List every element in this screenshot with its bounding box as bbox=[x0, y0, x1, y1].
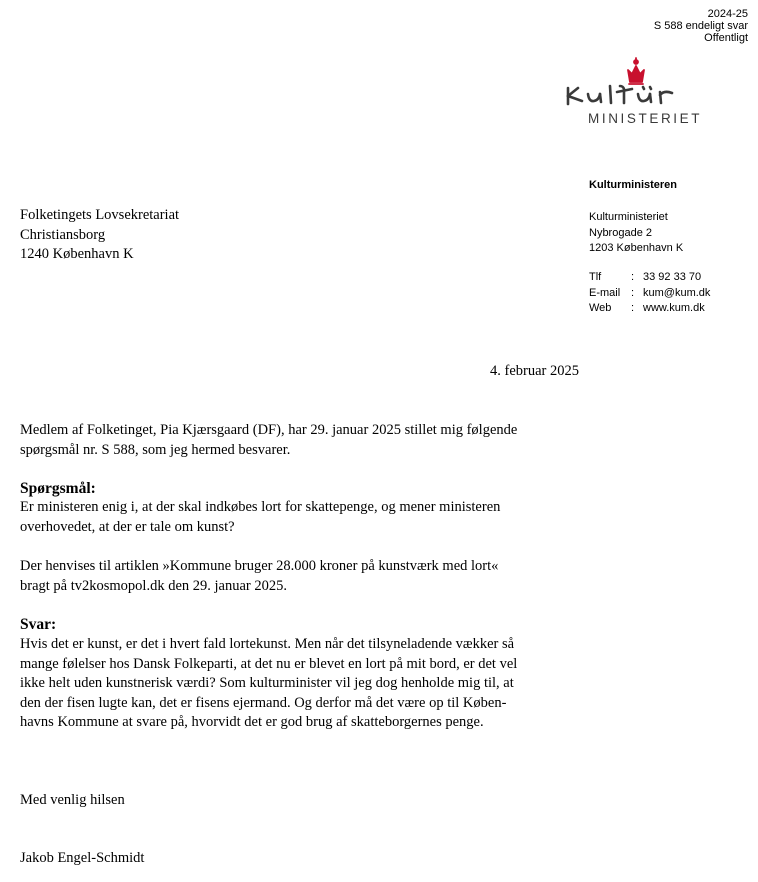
contact-value: kum@kum.dk bbox=[643, 286, 711, 299]
recipient-line: Folketingets Lovsekretariat bbox=[20, 207, 180, 223]
classification-label: Offentligt bbox=[704, 32, 748, 44]
text-line: havns Kommune at svare på, hvorvidt det er god brug af skatteborgernes penge. bbox=[20, 714, 484, 730]
logo-subtitle: MINISTERIET bbox=[588, 111, 703, 126]
contact-table bbox=[589, 270, 710, 317]
contact-label: Tlf bbox=[589, 271, 602, 283]
recipient-address bbox=[20, 206, 179, 265]
sender-address-line: Nybrogade 2 bbox=[589, 226, 652, 239]
contact-row-phone bbox=[589, 270, 710, 286]
contact-label: E-mail bbox=[589, 286, 621, 299]
question-paragraph bbox=[20, 498, 585, 537]
crown-icon bbox=[628, 58, 644, 84]
text-line: Hvis det er kunst, er det i hvert fald lortekunst. Men når det tilsyneladende vækker så bbox=[20, 636, 515, 652]
text-line: Der henvises til artiklen »Kommune bruger 28.000 kroner på kunstværk med lort« bbox=[20, 558, 499, 574]
text-line: overhovedet, at der er tale om kunst? bbox=[20, 518, 235, 535]
text-line: spørgsmål nr. S 588, som jeg hermed besvarer. bbox=[20, 441, 291, 458]
contact-separator: : bbox=[631, 302, 635, 314]
answer-paragraph bbox=[20, 635, 585, 733]
text-line: mange følelser hos Dansk Folkeparti, at det nu er blevet en lort på mit bord, er det vel bbox=[20, 655, 518, 672]
sender-address-line: Kulturministeriet bbox=[589, 211, 668, 223]
letter-date: 4. februar 2025 bbox=[490, 363, 579, 379]
sender-address-line: 1203 København K bbox=[589, 242, 684, 254]
sender-title: Kulturministeren bbox=[589, 179, 678, 191]
document-meta bbox=[654, 8, 748, 44]
text-line: den der fisen lugte kan, det er fisens ejermand. Og derfor må det være op til Køben- bbox=[20, 694, 507, 711]
signature-name: Jakob Engel-Schmidt bbox=[20, 850, 145, 866]
closing-salutation: Med venlig hilsen bbox=[20, 792, 125, 808]
intro-paragraph bbox=[20, 421, 585, 460]
recipient-line: Christiansborg bbox=[20, 226, 106, 243]
recipient-line: 1240 København K bbox=[20, 246, 134, 262]
contact-value: 33 92 33 70 bbox=[643, 271, 702, 283]
contact-row-email bbox=[589, 286, 710, 302]
answer-heading: Svar: bbox=[20, 616, 57, 633]
contact-row-web bbox=[589, 301, 710, 317]
text-line: Medlem af Folketinget, Pia Kjærsgaard (DF), har 29. januar 2025 stillet mig følgende bbox=[20, 422, 518, 438]
text-line: bragt på tv2kosmopol.dk den 29. januar 2025. bbox=[20, 577, 287, 594]
reference-paragraph bbox=[20, 557, 585, 596]
session-label: 2024-25 bbox=[707, 8, 748, 20]
contact-separator: : bbox=[631, 286, 635, 299]
question-heading: Spørgsmål: bbox=[20, 480, 96, 497]
sender-address bbox=[589, 210, 683, 257]
text-line: Er ministeren enig i, at der skal indkøbes lort for skattepenge, og mener ministeren bbox=[20, 499, 501, 515]
document-reference: S 588 endeligt svar bbox=[653, 20, 748, 32]
contact-separator: : bbox=[631, 271, 635, 283]
contact-value: www.kum.dk bbox=[643, 302, 705, 314]
text-line: ikke helt uden kunstnerisk værdi? Som kulturminister vil jeg dog henholde mig til, at bbox=[20, 675, 514, 691]
contact-label: Web bbox=[589, 302, 612, 314]
kultur-wordmark bbox=[568, 86, 672, 104]
